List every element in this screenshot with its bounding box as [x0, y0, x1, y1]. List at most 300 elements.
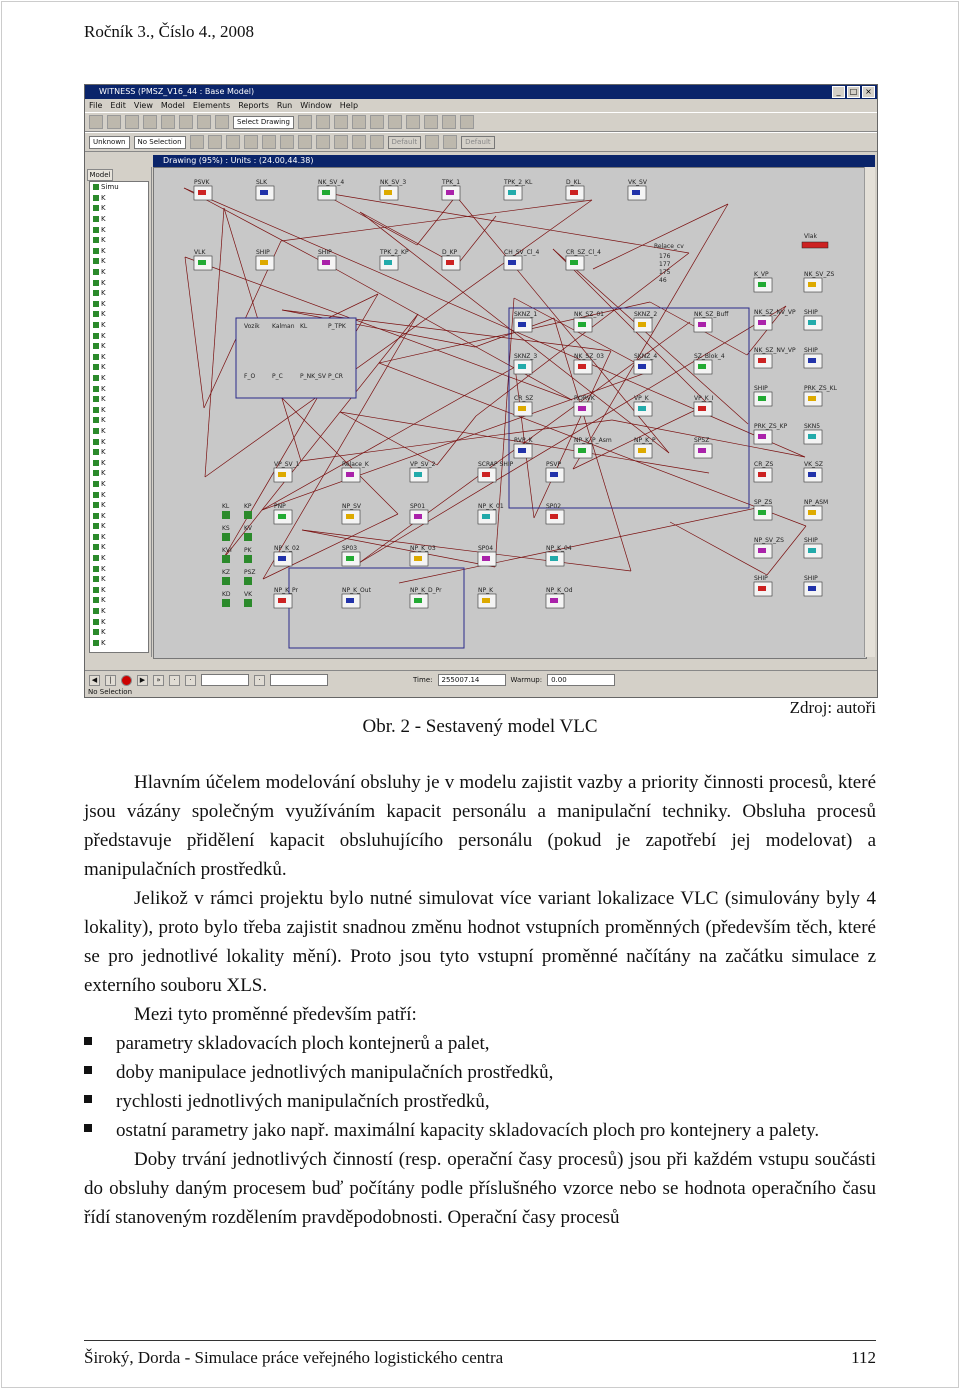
- tree-item-label: K: [101, 437, 106, 446]
- element-label: SHIP: [318, 249, 332, 256]
- element-glyph: [198, 190, 206, 195]
- tree-item-label: K: [101, 405, 106, 414]
- element-label: CH_SV_Cl_4: [504, 249, 540, 256]
- element-glyph: [518, 364, 526, 369]
- tree-item[interactable]: [90, 542, 148, 553]
- tree-item-label: K: [101, 278, 106, 287]
- element-icon: [93, 216, 99, 222]
- tree-item-label: K: [101, 352, 106, 361]
- tree-item-label: K: [101, 268, 106, 277]
- element-icon: [93, 513, 99, 519]
- element-glyph: [758, 358, 766, 363]
- warmup-field[interactable]: 0.00: [547, 674, 615, 686]
- element-label: TPK_1: [442, 179, 461, 186]
- tool-icon[interactable]: [226, 135, 240, 149]
- route-line: [457, 216, 496, 265]
- element-glyph: [518, 322, 526, 327]
- element-label: SHIP: [804, 537, 818, 544]
- element-glyph: [346, 514, 354, 519]
- tool-icon[interactable]: [334, 115, 348, 129]
- element-label: NP_K_Od: [546, 587, 573, 594]
- element-label: SKN5: [804, 423, 821, 430]
- queue-icon: [244, 599, 252, 607]
- list-item: [84, 1058, 876, 1087]
- tree-item[interactable]: [90, 510, 148, 521]
- status-text: No Selection: [88, 688, 133, 696]
- element-label: VP_K: [634, 395, 649, 402]
- save-icon[interactable]: [125, 115, 139, 129]
- tool-icon[interactable]: [352, 115, 366, 129]
- close-button[interactable]: ×: [862, 86, 875, 98]
- maximize-button[interactable]: □: [847, 86, 860, 98]
- stop-icon[interactable]: [121, 675, 132, 686]
- tree-item-label: K: [101, 416, 106, 425]
- tree-item-label: K: [101, 310, 106, 319]
- tree-item[interactable]: [90, 415, 148, 426]
- tree-item-label: K: [101, 342, 106, 351]
- tree-item[interactable]: [90, 521, 148, 532]
- paragraph-2: Jelikož v rámci projektu bylo nutné simulovat více variant lokalizace VLC (simulovány byly 4 lokality), proto bylo třeba zajistit snadnou změnu hodnot vstupních proměnných (především těch, které se pro jednotlivé lokality mění). Proto jsou tyto vstupní proměnné načítány na začátku simulace z externího souboru XLS.: [84, 888, 876, 996]
- default-combo-2[interactable]: Default: [461, 136, 495, 149]
- tree-item[interactable]: [90, 585, 148, 596]
- bullet-icon: [84, 1095, 92, 1103]
- element-label: NP_K: [478, 587, 494, 594]
- tree-item[interactable]: [90, 341, 148, 352]
- element-glyph: [698, 322, 706, 327]
- element-icon: [93, 417, 99, 423]
- element-label: SP03: [342, 545, 358, 552]
- menu-help[interactable]: Help: [339, 101, 359, 110]
- element-glyph: [260, 190, 268, 195]
- tool-icon[interactable]: [298, 135, 312, 149]
- element-glyph: [758, 510, 766, 515]
- relace-value: 177: [659, 261, 671, 268]
- tree-item-label: K: [101, 426, 106, 435]
- element-label: D_KL: [566, 179, 581, 186]
- queue-label: KL: [222, 503, 230, 510]
- tree-item-label: K: [101, 479, 106, 488]
- paragraph-1: Hlavním účelem modelování obsluhy je v modelu zajistit vazby a priority činnosti procesů, které jsou vázány společným využíváním kapacit personálu a manipulační techniky. Obsluha procesů představuje přidělení kapacit obsluhujícího personálu (pokud je zapotřebí jej modelovat) a manipulačních prostředků.: [84, 772, 876, 880]
- tree-item-label: K: [101, 384, 106, 393]
- tree-item-label: K: [101, 564, 106, 573]
- element-glyph: [260, 260, 268, 265]
- element-glyph: [638, 322, 646, 327]
- menu-view[interactable]: View: [133, 101, 153, 110]
- footer-rule: [84, 1340, 876, 1341]
- minimize-button[interactable]: _: [832, 86, 845, 98]
- queue-icon: [244, 555, 252, 563]
- tree-item-label: K: [101, 554, 106, 563]
- fast-forward-icon[interactable]: »: [153, 675, 164, 686]
- tree-item-label: K: [101, 585, 106, 594]
- element-glyph: [550, 598, 558, 603]
- element-glyph: [446, 260, 454, 265]
- element-label: SP_ZS: [754, 499, 773, 506]
- element-label: P_C: [272, 373, 283, 380]
- article-body: [84, 768, 876, 1232]
- element-tree[interactable]: [89, 181, 149, 653]
- menu-reports[interactable]: Reports: [238, 101, 269, 110]
- element-icon: [93, 205, 99, 211]
- tree-item[interactable]: [90, 373, 148, 384]
- unknown-combo[interactable]: Unknown: [89, 136, 130, 149]
- tree-item-label: K: [101, 299, 106, 308]
- open-icon[interactable]: [107, 115, 121, 129]
- tree-item-label: K: [101, 448, 106, 457]
- element-glyph: [322, 190, 330, 195]
- element-label: SHIP: [804, 309, 818, 316]
- element-label: RVP_K: [514, 437, 533, 444]
- walk-icon[interactable]: ·: [169, 675, 180, 686]
- step-icon[interactable]: |: [105, 675, 116, 686]
- tree-item[interactable]: [90, 468, 148, 479]
- tree-item-label: K: [101, 331, 106, 340]
- list-item-text: doby manipulace jednotlivých manipulačních prostředků,: [116, 1062, 554, 1083]
- tree-item-label: K: [101, 543, 106, 552]
- element-icon: [93, 460, 99, 466]
- element-label: SKNZ_4: [634, 353, 658, 360]
- cut-icon[interactable]: [161, 115, 175, 129]
- element-icon: [93, 195, 99, 201]
- paragraph-3: Mezi tyto proměnné především patří:: [134, 1004, 417, 1025]
- element-label: NP_K_03: [410, 545, 436, 552]
- copy-icon[interactable]: [179, 115, 193, 129]
- element-glyph: [808, 434, 816, 439]
- element-glyph: [808, 282, 816, 287]
- element-icon: [93, 640, 99, 646]
- tree-item-label: K: [101, 193, 106, 202]
- list-item: [84, 1029, 876, 1058]
- element-icon: [93, 290, 99, 296]
- element-panel: [85, 167, 152, 657]
- zoom-icon[interactable]: [215, 115, 229, 129]
- element-label: P_CR: [328, 373, 343, 380]
- train-icon: [802, 242, 828, 248]
- select-drawing-combo[interactable]: Select Drawing: [233, 116, 294, 129]
- print-icon[interactable]: [143, 115, 157, 129]
- tree-item[interactable]: [90, 203, 148, 214]
- run-icon[interactable]: ·: [185, 675, 196, 686]
- paragraph-4: Doby trvání jednotlivých činností (resp. operační časy procesů) jsou při každém vstupu součásti do obsluhy daným procesem buď počítány podle příslušného vzorce nebo se hodnota operačního času řídí stanoveným rozdělením pravděpodobnosti. Operační časy procesů: [84, 1149, 876, 1228]
- tree-item-label: K: [101, 395, 106, 404]
- tree-item[interactable]: [90, 426, 148, 437]
- tree-item[interactable]: [90, 563, 148, 574]
- run-length-field[interactable]: [201, 674, 249, 686]
- menu-window[interactable]: Window: [300, 101, 332, 110]
- tree-item-label: K: [101, 575, 106, 584]
- no-selection-combo[interactable]: No Selection: [134, 136, 186, 149]
- element-label: NP_K_Pr: [274, 587, 299, 594]
- play-icon[interactable]: ▶: [137, 675, 148, 686]
- tree-item-label: K: [101, 363, 106, 372]
- paste-icon[interactable]: [197, 115, 211, 129]
- vertical-scrollbar[interactable]: [864, 167, 875, 657]
- status-bar: [85, 670, 877, 697]
- tree-item-label: K: [101, 236, 106, 245]
- element-label: NK_SZ_Buff: [694, 311, 729, 318]
- relace-value: 176: [659, 253, 671, 260]
- element-label: VK_SV: [628, 179, 647, 186]
- queue-icon: [222, 511, 230, 519]
- rewind-icon[interactable]: ◀: [89, 675, 100, 686]
- toolbar-1: [85, 112, 877, 132]
- element-icon: [93, 354, 99, 360]
- tree-item[interactable]: [90, 479, 148, 490]
- menu-model[interactable]: Model: [160, 101, 185, 110]
- menu-file[interactable]: File: [89, 101, 103, 110]
- element-label: NP_K_04: [546, 545, 572, 552]
- tree-item-label: K: [101, 458, 106, 467]
- route-line: [185, 257, 204, 408]
- tool-icon[interactable]: [425, 135, 439, 149]
- tool-icon[interactable]: [298, 115, 312, 129]
- element-glyph: [578, 322, 586, 327]
- tool-icon[interactable]: [316, 115, 330, 129]
- route-line: [767, 526, 806, 575]
- element-icon: [93, 439, 99, 445]
- tree-item-label: K: [101, 522, 106, 531]
- tree-item[interactable]: [90, 277, 148, 288]
- tree-item[interactable]: [90, 330, 148, 341]
- queue-label: KD: [222, 591, 231, 598]
- route-line: [302, 530, 495, 567]
- element-glyph: [550, 556, 558, 561]
- tool-icon[interactable]: [244, 135, 258, 149]
- tree-item[interactable]: [90, 362, 148, 373]
- element-glyph: [808, 510, 816, 515]
- model-drawing-canvas[interactable]: [153, 167, 867, 659]
- journal-header: Ročník 3., Číslo 4., 2008: [84, 22, 255, 41]
- page-number: 112: [851, 1348, 876, 1367]
- list-item-text: ostatní parametry jako např. maximální kapacity skladovacích ploch pro kontejnery a palety.: [116, 1120, 820, 1141]
- queue-icon: [222, 599, 230, 607]
- element-label: SKNZ_2: [634, 311, 658, 318]
- route-line: [205, 208, 224, 477]
- element-label: NP_SV: [342, 503, 362, 510]
- element-glyph: [198, 260, 206, 265]
- tree-item[interactable]: [90, 436, 148, 447]
- element-label: NP_K_Out: [342, 587, 371, 594]
- tree-item[interactable]: [90, 616, 148, 627]
- element-label: NP_K_P_Asm: [574, 437, 612, 444]
- element-label: P_NK_SV: [300, 373, 326, 380]
- element-glyph: [550, 514, 558, 519]
- element-icon: [93, 449, 99, 455]
- element-icon: [93, 587, 99, 593]
- tree-item[interactable]: [90, 299, 148, 310]
- element-label: SP04: [478, 545, 494, 552]
- element-glyph: [508, 260, 516, 265]
- tree-item-label: K: [101, 257, 106, 266]
- tree-item[interactable]: [90, 553, 148, 564]
- time-field[interactable]: 255007.14: [438, 674, 506, 686]
- tree-item[interactable]: [90, 404, 148, 415]
- tree-item[interactable]: [90, 246, 148, 257]
- element-icon: [93, 608, 99, 614]
- element-glyph: [808, 586, 816, 591]
- element-glyph: [638, 448, 646, 453]
- tree-item[interactable]: [90, 352, 148, 363]
- route-line: [359, 306, 786, 563]
- element-label: VP_K_I: [694, 395, 714, 402]
- tool-icon[interactable]: [352, 135, 366, 149]
- element-icon: [93, 566, 99, 572]
- element-label: Vozik: [244, 323, 260, 330]
- tool-icon[interactable]: [443, 135, 457, 149]
- element-glyph: [508, 190, 516, 195]
- element-glyph: [808, 548, 816, 553]
- element-label: TPK_2_KL: [504, 179, 533, 186]
- tree-item[interactable]: [90, 320, 148, 331]
- default-combo[interactable]: Default: [388, 136, 422, 149]
- tree-item[interactable]: [90, 595, 148, 606]
- element-glyph: [578, 406, 586, 411]
- element-label: NP_K_P: [634, 437, 656, 444]
- clock-icon[interactable]: ·: [254, 675, 265, 686]
- tree-item[interactable]: [90, 309, 148, 320]
- tool-icon[interactable]: [442, 115, 456, 129]
- element-label: KL: [300, 323, 308, 330]
- tool-icon[interactable]: [406, 115, 420, 129]
- tree-item[interactable]: [90, 606, 148, 617]
- tool-icon[interactable]: [370, 115, 384, 129]
- figure-caption: Obr. 2 - Sestavený model VLC: [362, 716, 598, 737]
- variable-list: [84, 1029, 876, 1145]
- tree-item[interactable]: [90, 394, 148, 405]
- element-label: NK_SZ_NV_VP: [754, 309, 796, 316]
- tree-item[interactable]: [90, 500, 148, 511]
- element-glyph: [278, 514, 286, 519]
- tool-icon[interactable]: [262, 135, 276, 149]
- tree-item[interactable]: [90, 267, 148, 278]
- tool-icon[interactable]: [208, 135, 222, 149]
- element-label: SHIP: [754, 575, 768, 582]
- tree-item[interactable]: [90, 256, 148, 267]
- tree-item[interactable]: [90, 489, 148, 500]
- element-label: NK_SV_3: [380, 179, 407, 186]
- tool-icon[interactable]: [190, 135, 204, 149]
- element-glyph: [482, 598, 490, 603]
- element-glyph: [550, 472, 558, 477]
- tree-item[interactable]: [90, 224, 148, 235]
- tool-icon[interactable]: [316, 135, 330, 149]
- element-glyph: [632, 190, 640, 195]
- tool-icon[interactable]: [424, 115, 438, 129]
- toolbar-2: [85, 132, 877, 152]
- tree-item[interactable]: [90, 574, 148, 585]
- queue-icon: [222, 533, 230, 541]
- drawing-window-title: Drawing (95%) : Units : (24.00,44.38): [153, 155, 875, 167]
- queue-label: PSZ: [244, 569, 256, 576]
- element-glyph: [346, 472, 354, 477]
- tree-root[interactable]: [90, 182, 148, 193]
- element-label: PSVP: [546, 461, 562, 468]
- queue-label: KV: [244, 525, 253, 532]
- watch-field[interactable]: [270, 674, 328, 686]
- element-label: D_KP: [442, 249, 458, 256]
- element-icon: [93, 364, 99, 370]
- tree-item[interactable]: [90, 193, 148, 204]
- tree-item[interactable]: [90, 288, 148, 299]
- window-titlebar: [85, 85, 877, 99]
- tree-item[interactable]: [90, 638, 148, 649]
- element-glyph: [346, 556, 354, 561]
- element-icon: [93, 555, 99, 561]
- lock-icon[interactable]: [370, 135, 384, 149]
- tree-item[interactable]: [90, 214, 148, 225]
- model-tab[interactable]: Model: [87, 169, 113, 181]
- queue-icon: [222, 577, 230, 585]
- element-label: NK_SZ_NV_VP: [754, 347, 796, 354]
- element-glyph: [482, 556, 490, 561]
- window-title: WITNESS (PMSZ_V16_44 : Base Model): [99, 87, 255, 96]
- tree-item[interactable]: [90, 447, 148, 458]
- element-label: SCRAP SHIP: [478, 461, 514, 468]
- element-label: SPSZ: [694, 437, 710, 444]
- menubar: [85, 99, 877, 112]
- tree-item[interactable]: [90, 532, 148, 543]
- tree-item[interactable]: [90, 457, 148, 468]
- element-glyph: [758, 282, 766, 287]
- tool-icon[interactable]: [280, 135, 294, 149]
- route-line: [670, 522, 767, 575]
- menu-run[interactable]: Run: [276, 101, 293, 110]
- element-label: Kalman: [272, 323, 295, 330]
- menu-edit[interactable]: Edit: [110, 101, 126, 110]
- element-label: K_VP: [754, 271, 769, 278]
- element-icon: [93, 597, 99, 603]
- element-label: NK_SZ_01: [574, 311, 604, 318]
- time-label: Time:: [413, 676, 433, 684]
- element-glyph: [414, 514, 422, 519]
- queue-label: KVI: [222, 547, 232, 554]
- tree-item-label: K: [101, 321, 106, 330]
- element-label: VP_SV_2: [410, 461, 436, 468]
- menu-elements[interactable]: Elements: [192, 101, 231, 110]
- relace-label: Relace_cv: [654, 243, 684, 250]
- element-icon: [93, 470, 99, 476]
- element-glyph: [414, 472, 422, 477]
- tree-item-label: K: [101, 469, 106, 478]
- tree-item-label: K: [101, 215, 106, 224]
- tree-item-label: K: [101, 628, 106, 637]
- element-label: NP_K_01: [478, 503, 504, 510]
- tool-icon[interactable]: [388, 115, 402, 129]
- element-glyph: [578, 364, 586, 369]
- tool-icon[interactable]: [460, 115, 474, 129]
- element-label: PSVK: [194, 179, 210, 186]
- tool-icon[interactable]: [334, 135, 348, 149]
- element-glyph: [638, 364, 646, 369]
- element-glyph: [758, 548, 766, 553]
- list-item: [84, 1087, 876, 1116]
- tree-item[interactable]: [90, 627, 148, 638]
- element-icon: [93, 619, 99, 625]
- tree-item[interactable]: [90, 383, 148, 394]
- tree-item[interactable]: [90, 235, 148, 246]
- element-label: P_TPK: [328, 323, 346, 330]
- element-glyph: [482, 472, 490, 477]
- element-icon: [93, 386, 99, 392]
- route-line: [301, 420, 612, 461]
- element-label: VK_SZ: [804, 461, 823, 468]
- element-label: NP_ASM: [804, 499, 829, 506]
- new-icon[interactable]: [89, 115, 103, 129]
- element-glyph: [808, 396, 816, 401]
- element-glyph: [414, 598, 422, 603]
- queue-label: PK: [244, 547, 252, 554]
- element-icon: [93, 428, 99, 434]
